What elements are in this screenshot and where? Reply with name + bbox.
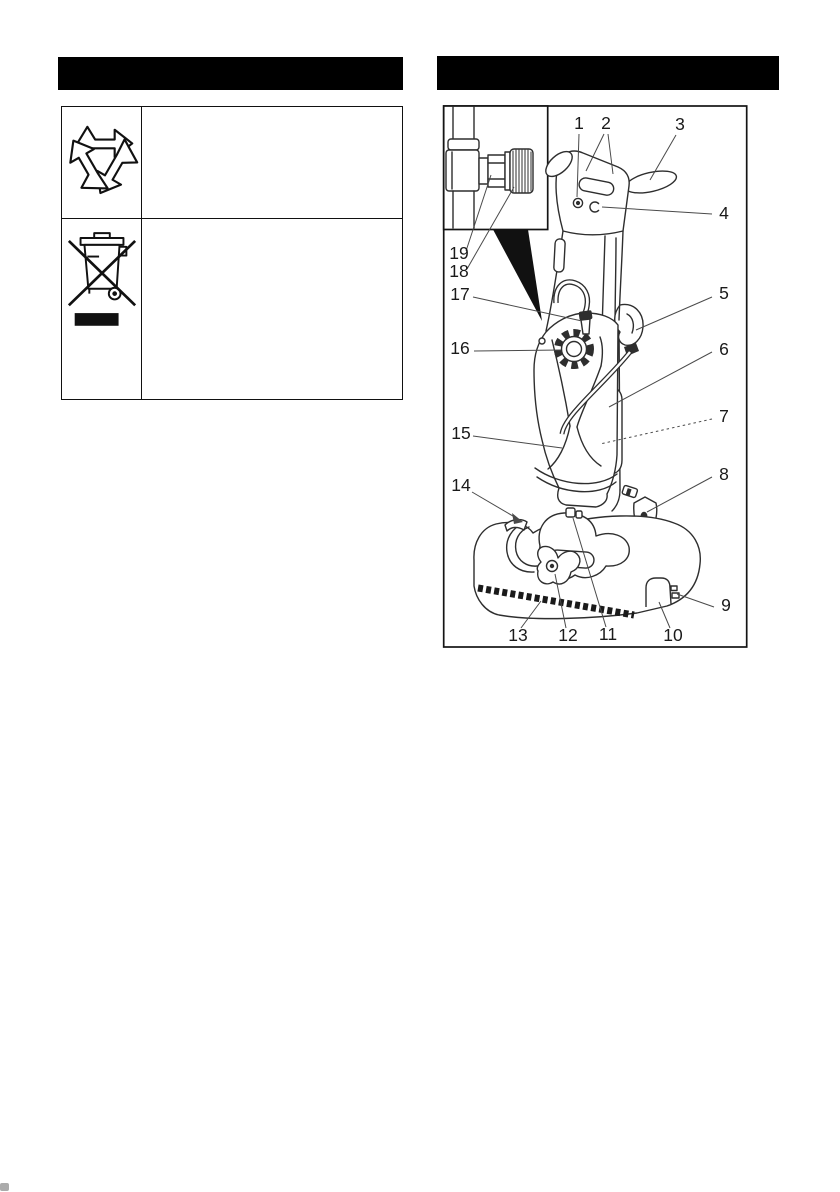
callout-label-3: 3 (675, 114, 685, 134)
table-row2-text-cell (142, 219, 402, 399)
device-diagram (435, 100, 755, 652)
callout-label-1: 1 (574, 113, 584, 133)
spray-nozzle (581, 319, 590, 334)
table-row1-text-cell (142, 107, 402, 219)
callout-label-17: 17 (450, 284, 470, 304)
weee-crossed-bin-icon (63, 227, 141, 329)
callout-label-10: 10 (663, 625, 683, 645)
recycling-icon (63, 117, 141, 203)
callout-label-2: 2 (601, 113, 611, 133)
tank-latch (566, 508, 575, 517)
section-header-bar-right (437, 56, 779, 90)
callout-label-9: 9 (721, 595, 731, 615)
handle-assembly (541, 147, 678, 235)
callout-label-13: 13 (508, 625, 528, 645)
table-row1-icon-cell (62, 107, 142, 219)
symbols-table (61, 106, 403, 400)
callout-label-16: 16 (450, 338, 470, 358)
callout-label-8: 8 (719, 464, 729, 484)
callout-label-19: 19 (449, 243, 469, 263)
neck-clip (554, 239, 566, 272)
callout-label-6: 6 (719, 339, 729, 359)
callout-label-11: 11 (598, 624, 618, 644)
callout-label-18: 18 (449, 261, 469, 281)
page-edge-print-artifact (0, 1183, 9, 1191)
callout-label-15: 15 (451, 423, 471, 443)
callout-label-12: 12 (558, 625, 578, 645)
callout-label-14: 14 (451, 475, 471, 495)
table-row2-icon-cell (62, 219, 142, 399)
inset-detail-box (444, 106, 548, 230)
weee-black-bar (74, 313, 118, 326)
callout-label-5: 5 (719, 283, 729, 303)
callout-label-4: 4 (719, 203, 729, 223)
callout-label-7: 7 (719, 406, 729, 426)
squeegee-notch (646, 578, 671, 607)
section-header-bar-left (58, 57, 403, 90)
right-grip (624, 167, 679, 197)
